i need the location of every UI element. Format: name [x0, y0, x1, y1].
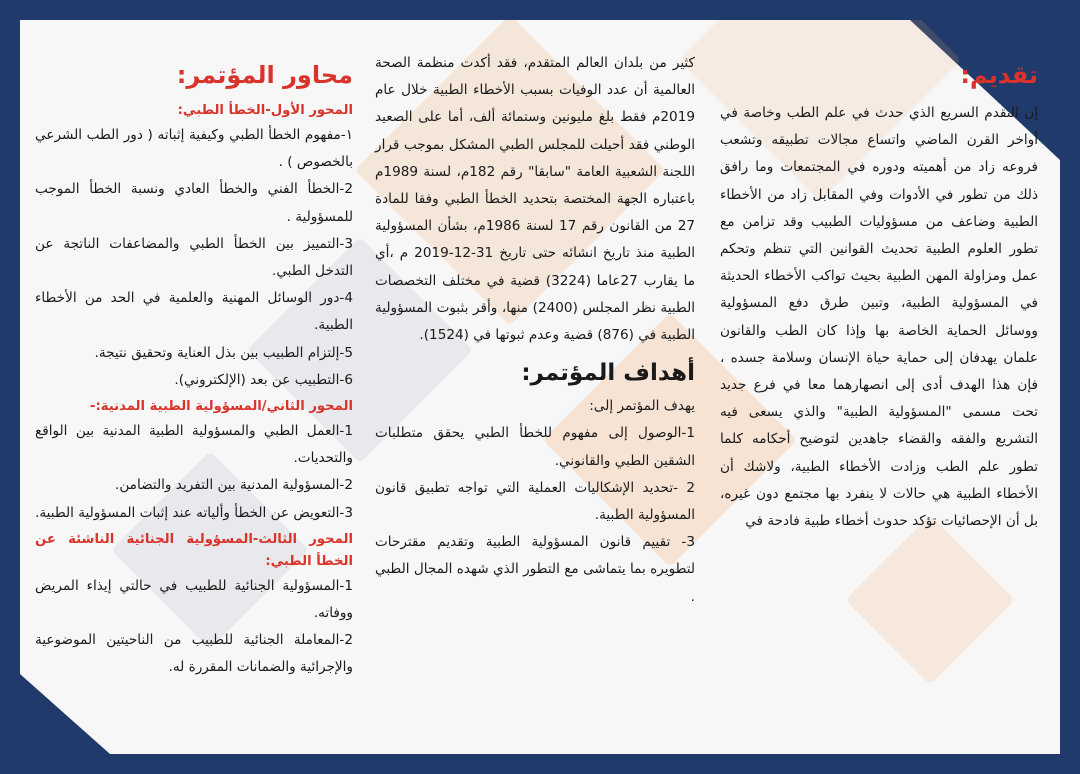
axis-title: المحور الأول-الخطأ الطبي: [177, 103, 353, 118]
goals-column [375, 50, 695, 611]
goals-intro: يهدف المؤتمر إلى: [589, 398, 695, 415]
axis-item: 1-العمل الطبي والمسؤولية الطبية المدنية بين الواقع والتحديات. [35, 423, 353, 467]
intro-column [720, 58, 1038, 535]
goal-item: 1-الوصول إلى مفهوم للخطأ الطبي يحقق متطلبات الشقين الطبي والقانوني. [375, 425, 695, 469]
axis-title: المحور الثالث-المسؤولية الجنائية الناشئة عن الخطأ الطبي: [35, 531, 353, 569]
intro-body: إن التقدم السريع الذي حدث في علم الطب وخاصة في أواخر القرن الماضي واتساع مجالات تطبيقه وتشعب فروعه زاد من أهميته ودوره في المجتمعات وما رافق ذلك من تطور في الأدوات وفي المقابل زاد من الأخطاء الطبية وضاعف من مسؤوليات الطبيب وقد تزامن مع تطور العلوم الطبية تحديث القوانين التي تنظم وتحكم عمل ومزاولة المهن الطبية بحيث تواكب الأخطاء الحديثة في المسؤولية الطبية، وتبين طرق دفع المسؤولية ووسائل الحماية الخاصة بها وإذا كان الطب والقانون علمان يهدفان إلى حماية حياة الإنسان وسلامة جسده ، فإن هذا الهدف أدى إلى انصهارهما معا في فرع جديد تحت مسمى "المسؤولية الطبية" والذي يسعى فيه التشريع والفقه والقضاء جاهدين لتوضيح أحكامه كلما تطور علم الطب وزادت الأخطاء الطبية، ولاشك أن الأخطاء الطبية هي حالات لا ينفرد بها مجتمع دون غيره، بل أن الإحصائيات تؤكد حدوث أخطاء طبية فادحة في [720, 105, 1038, 530]
axis-item: 1-المسؤولية الجنائية للطبيب في حالتي إيذاء المريض ووفاته. [35, 577, 353, 622]
decorative-diamond [845, 515, 1015, 685]
goal-item: 3- تقييم قانون المسؤولية الطبية وتقديم مقترحات لتطويره بما يتماشى مع التطور الذي شهده المجال الطبي . [375, 534, 695, 605]
intro-heading: تقديم: [960, 61, 1038, 89]
brochure-sheet [20, 20, 1060, 754]
axis-item: 2-الخطأ الفني والخطأ العادي ونسبة الخطأ الموجب للمسؤولية . [35, 181, 353, 225]
axis-item: 5-إلتزام الطبيب بين بذل العناية وتحقيق نتيجة. [94, 344, 353, 361]
goal-item: 2 -تحديد الإشكاليات العملية التي تواجه تطبيق قانون المسؤولية الطبية. [375, 479, 695, 524]
axis-item: ١-مفهوم الخطأ الطبي وكيفية إثباته ( دور الطب الشرعي بالخصوص ) . [35, 127, 353, 171]
axis-item: 2-المسؤولية المدنية بين التفريد والتضامن. [115, 477, 353, 494]
axes-column [35, 58, 353, 682]
sheet-corner-bottom-left [20, 674, 110, 754]
axes-heading: محاور المؤتمر: [176, 61, 353, 89]
intro-continuation: كثير من بلدان العالم المتقدم، فقد أكدت منظمة الصحة العالمية أن عدد الوفيات بسبب الأخطاء الطبية خلال عام 2019م فقط بلغ مليونين وستمائة ألف، أما على الصعيد الوطني فقد أحيلت للمجلس الطبي المشكل بموجب قرار اللجنة الشعبية العامة "سابقا" رقم 182م، لسنة 1989م باعتباره الجهة المختصة بتحديد الخطأ الطبي وفقا للمادة 27 من القانون رقم 17 لسنة 1986م، بشأن المسؤولية الطبية منذ تاريخ انشائه حتى تاريخ 31-12-2019 م ،أي ما يقارب 27عاما (3224) قضية في مختلف التخصصات الطبية نظر المجلس (2400) منها، وأقر بثبوت المسؤولية الطبية في (876) قضية وعدم ثبوتها في (1524). [375, 55, 696, 344]
axis-item: 2-المعاملة الجنائية للطبيب من الناحيتين الموضوعية والإجرائية والضمانات المقررة له. [35, 632, 353, 676]
axis-item: 4-دور الوسائل المهنية والعلمية في الحد من الأخطاء الطبية. [35, 290, 353, 334]
axis-item: 3-التعويض عن الخطأ وألياته عند إثبات المسؤولية الطبية. [35, 504, 353, 521]
axis-item: 6-التطبيب عن بعد (الإلكتروني). [174, 371, 353, 388]
goals-heading: أهداف المؤتمر: [521, 360, 695, 387]
axis-title: المحور الثاني/المسؤولية الطبية المدنية:- [90, 399, 353, 415]
axis-item: 3-التمييز بين الخطأ الطبي والمضاعفات الناتجة عن التدخل الطبي. [35, 235, 353, 280]
